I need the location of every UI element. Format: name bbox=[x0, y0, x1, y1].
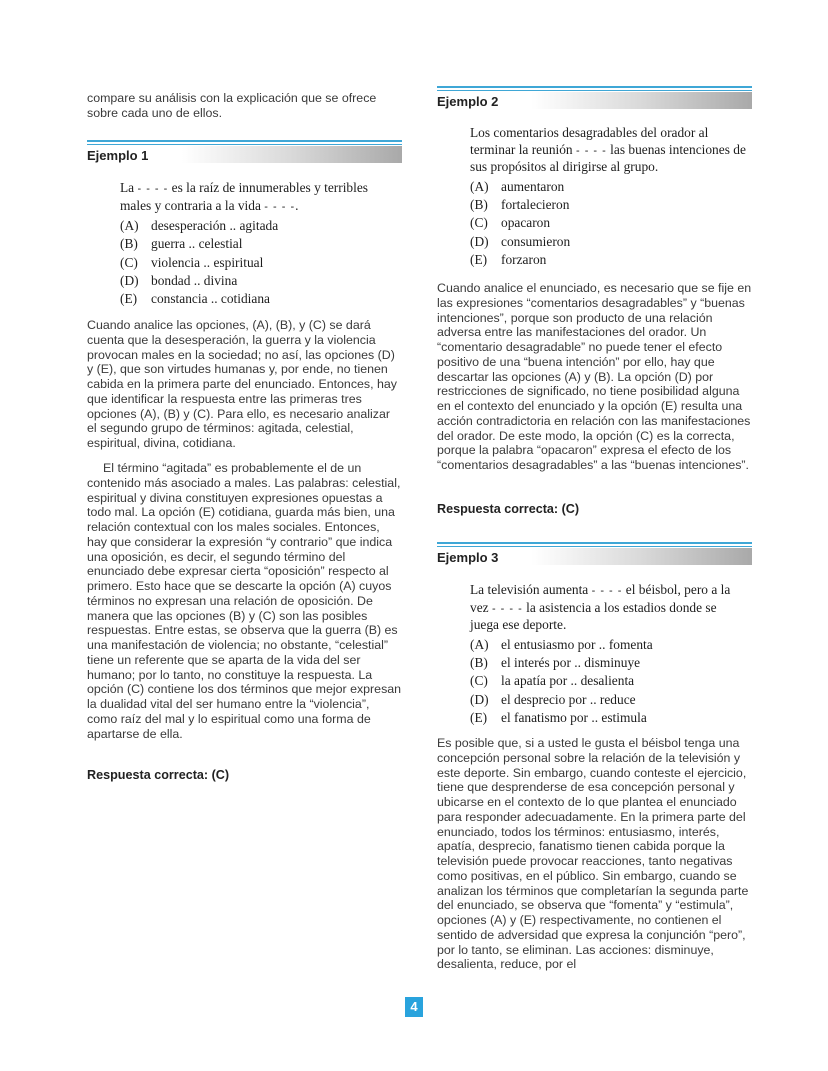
option-e: (E) el fanatismo por .. estimula bbox=[470, 709, 647, 725]
example-3-title: Ejemplo 3 bbox=[437, 550, 499, 565]
blank: - - - - bbox=[137, 183, 169, 195]
example-3-explanation: Es posible que, si a usted le gusta el béisbol tenga una concepción personal sobre la relación de la televisión y este deporte. Sin embargo, cuando conteste el ejercicio, tiene que desprenderse de esa concepción personal y ubicarse en el contexto de lo que plantea el enunciado para responder adecuadamente. En la primera parte del enunciado, todos los términos: entusiasmo, interés, apatía, desprecio, fanatismo tienen cabida porque la televisión puede provocar reacciones, tanto negativas como positivas, en el público. Sin embargo, cuando se analizan los términos que completarían la segunda parte del enunciado, se observa que “fomenta” y “estimula”, opciones (A) y (E) respectivamente, no contienen el sentido de adversidad que expresa la conjunción “pero”, por lo tanto, se eliminan. Las acciones: disminuye, desalienta, reduce, por el bbox=[437, 736, 749, 972]
option-b: (B) el interés por .. disminuye bbox=[470, 655, 641, 671]
example-2-explanation: Cuando analice el enunciado, es necesario que se fije en las expresiones “comentarios desagradables” y “buenas intenciones”, porque son producto de una relación adversa entre las manifestaciones del orador. Un “comentario desagradable” no puede tener el efecto positivo de una “buena intención” por ello, hay que descartar las opciones (A) y (B). La opción (D) por restricciones de significado, no tiene posibilidad alguna en el contexto del enunciado y la opción (E) resulta una acción contradictoria en relación con las manifestaciones del orador. De este modo, la opción (C) es la correcta, porque la palabra “opacaron” expresa el efecto de los “comentarios desagradables” a las “buenas intenciones”. bbox=[437, 281, 752, 472]
example-2-question bbox=[470, 125, 748, 269]
option-b: (B) guerra .. celestial bbox=[120, 236, 243, 252]
option-a: (A) el entusiasmo por .. fomenta bbox=[470, 636, 653, 652]
option-a: (A) desesperación .. agitada bbox=[120, 218, 279, 234]
example-1-explanation-2: El término “agitada” es probablemente el de un contenido más asociado a males. Las palabras: celestial, espiritual y divina constituyen expresiones opuestas a todo mal. La opción (E) cotidiana, guarda más bien, una relación contextual con los males sociales. Entonces, hay que considerar la expresión “y contrario” que indica una oposición, es decir, el segundo término del enunciado debe expresar cierta “oposición” respecto al primero. Esto hace que se descarte la opción (A) cuyos términos no expresan una relación de oposición. De manera que las opciones (B) y (C) son las posibles respuestas. Entre estas, se observa que la guerra (B) es una manifestación de violencia; no obstante, “celestial” tiene un referente que se aparta de la vida del ser humano; por lo tanto, no constituye la respuesta. La opción (C) contiene los dos términos que mejor expresan la dualidad vital del ser humano entre la “violencia”, como raíz del mal y lo espiritual como una forma de apartarse de ella. bbox=[87, 461, 402, 741]
blank: - - - - bbox=[264, 200, 296, 213]
example-2-title: Ejemplo 2 bbox=[437, 94, 499, 109]
header-rule bbox=[437, 542, 752, 544]
example-3 bbox=[437, 542, 752, 727]
page-number: 4 bbox=[405, 997, 423, 1017]
example-1-question bbox=[120, 180, 398, 309]
question-stem: La televisión aumenta - - - - el béisbol, pero a la vez - - - - la asistencia a los estadios donde se juega ese deporte. bbox=[470, 582, 731, 633]
options-list bbox=[470, 178, 748, 269]
header-rule bbox=[437, 86, 752, 88]
options-list bbox=[120, 217, 398, 308]
example-2-answer: Respuesta correcta: (C) bbox=[437, 502, 580, 516]
example-1-title: Ejemplo 1 bbox=[87, 148, 149, 163]
option-d: (D) el desprecio por .. reduce bbox=[470, 691, 636, 707]
option-d: (D) consumieron bbox=[470, 233, 571, 249]
example-1-header bbox=[87, 140, 402, 164]
option-a: (A) aumentaron bbox=[470, 178, 565, 194]
question-stem: La - - - - es la raíz de innumerables y terribles males y contraria a la vida - - - -. bbox=[120, 180, 368, 213]
intro-text: compare su análisis con la explicación que se ofrece sobre cada uno de ellos. bbox=[87, 91, 377, 120]
header-rule-thin bbox=[437, 90, 752, 91]
option-e: (E) forzaron bbox=[470, 251, 547, 267]
option-c: (C) violencia .. espiritual bbox=[120, 254, 264, 270]
example-2 bbox=[437, 86, 752, 269]
blank: - - - - bbox=[591, 585, 623, 597]
option-c: (C) opacaron bbox=[470, 215, 551, 231]
option-b: (B) fortalecieron bbox=[470, 197, 570, 213]
header-rule-thin bbox=[87, 144, 402, 145]
example-1-explanation-1: Cuando analice las opciones, (A), (B), y (C) se dará cuenta que la desesperación, la guerra y la violencia provocan males en la sociedad; no así, las opciones (D) y (E), que son virtudes humanas y, por ende, no tienen cabida en la primera parte del enunciado. Entonces, hay que identificar la respuesta entre las primeras tres opciones (A), (B) y (C). Para ello, es necesario analizar el segundo grupo de términos: agitada, celestial, espiritual, divina, cotidiana. bbox=[87, 318, 397, 450]
example-3-question bbox=[470, 582, 748, 727]
example-1-answer: Respuesta correcta: (C) bbox=[87, 768, 230, 782]
header-rule bbox=[87, 140, 402, 142]
example-3-header bbox=[437, 542, 752, 566]
header-rule-thin bbox=[437, 546, 752, 547]
options-list bbox=[470, 636, 748, 727]
option-e: (E) constancia .. cotidiana bbox=[120, 291, 270, 307]
example-2-header bbox=[437, 86, 752, 110]
blank: - - - - bbox=[575, 144, 607, 157]
question-stem: Los comentarios desagradables del orador al terminar la reunión - - - - las buenas intenciones de sus propósitos al dirigirse al grupo. bbox=[470, 125, 746, 175]
option-c: (C) la apatía por .. desalienta bbox=[470, 673, 635, 689]
option-d: (D) bondad .. divina bbox=[120, 273, 238, 289]
example-1 bbox=[87, 140, 402, 309]
blank: - - - - bbox=[491, 602, 523, 615]
